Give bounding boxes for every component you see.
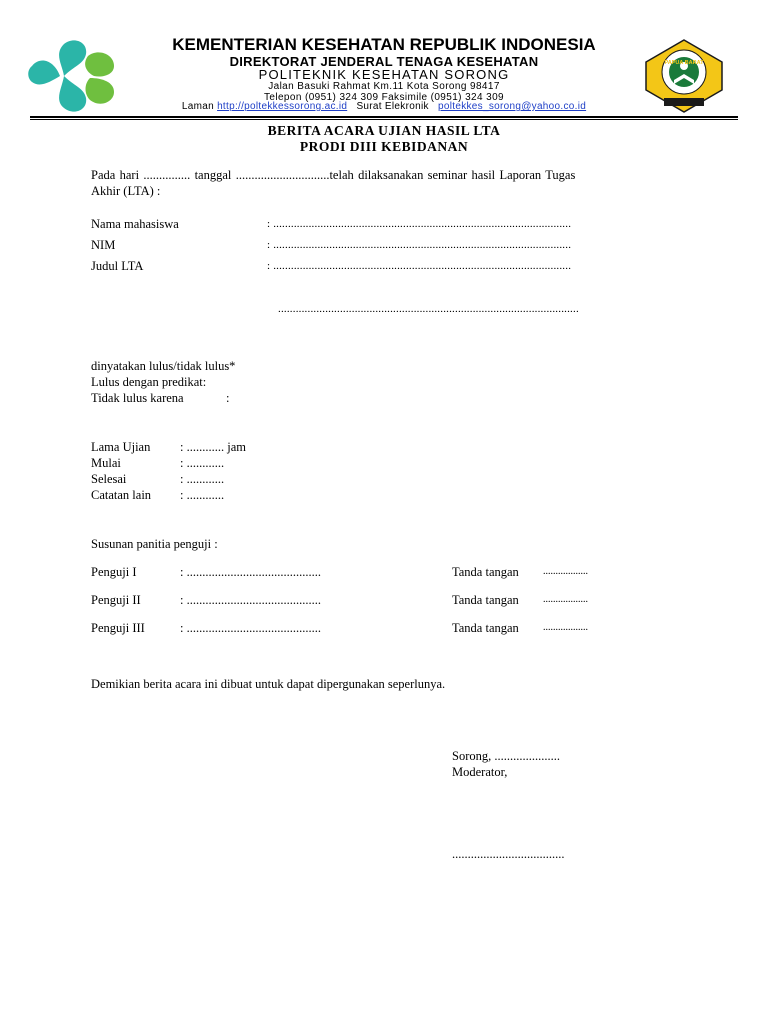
examiner-3-label: Penguji III (91, 621, 145, 635)
field-value-judul: : ..................................................................................................... (267, 260, 572, 272)
examiner-2-value: : ........................................... (180, 593, 321, 607)
panel-heading: Susunan panitia penguji : (91, 537, 218, 551)
exam-label-end: Selesai (91, 472, 127, 486)
exam-value-start: : ............ (180, 456, 225, 470)
field-label-judul: Judul LTA (91, 259, 144, 273)
examiner-3-sign-label: Tanda tangan (452, 621, 519, 635)
signature-place-date: Sorong, ..................... (452, 749, 560, 763)
header-rule (30, 116, 738, 118)
contact-line (120, 101, 648, 112)
exam-value-end: : ............ (180, 472, 225, 486)
examiner-1-label: Penguji I (91, 565, 137, 579)
exam-value-notes: : ............ (180, 488, 225, 502)
result-line-3: Tidak lulus karena (91, 391, 184, 405)
closing-statement: Demikian berita acara ini dibuat untuk dapat dipergunakan seperlunya. (91, 677, 446, 691)
result-line-1: dinyatakan lulus/tidak lulus* (91, 359, 236, 373)
examiner-1-value: : ........................................... (180, 565, 321, 579)
examiner-3-value: : ........................................... (180, 621, 321, 635)
directorate-title: DIREKTORAT JENDERAL TENAGA KESEHATAN (229, 54, 539, 69)
seal-caption: PAPUA BARAT (664, 60, 704, 66)
poltekkes-seal-icon (640, 38, 728, 114)
field-value-nim: : ..................................................................................................... (267, 239, 572, 251)
address-line: Jalan Basuki Rahmat Km.11 Kota Sorong 98417 (268, 81, 500, 92)
signature-role: Moderator, (452, 765, 508, 779)
document-title: BERITA ACARA UJIAN HASIL LTA (267, 123, 501, 138)
result-line-3-colon: : (226, 391, 230, 405)
ministry-title: KEMENTERIAN KESEHATAN REPUBLIK INDONESIA (172, 35, 596, 54)
examiner-2-sign-dots: .................. (543, 594, 588, 605)
exam-value-duration: : ............ jam (180, 440, 246, 454)
exam-label-duration: Lama Ujian (91, 440, 151, 454)
exam-label-start: Mulai (91, 456, 121, 470)
kemenkes-logo (28, 38, 120, 114)
document-subtitle: PRODI DIII KEBIDANAN (299, 139, 469, 154)
website-link[interactable]: http://poltekkessorong.ac.id (217, 101, 348, 112)
examiner-1-sign-label: Tanda tangan (452, 565, 519, 579)
web-label: Laman (181, 101, 214, 112)
judul-continuation: ...................................................................................................... (278, 303, 579, 315)
examiner-2-sign-label: Tanda tangan (452, 593, 519, 607)
field-label-nim: NIM (91, 238, 116, 252)
header-rule-thin (30, 119, 738, 120)
examiner-2-label: Penguji II (91, 593, 141, 607)
intro-line-2: Akhir (LTA) : (91, 184, 161, 198)
field-value-nama: : ..................................................................................................... (267, 218, 572, 230)
institution-name: POLITEKNIK KESEHATAN SORONG (258, 67, 510, 82)
examiner-3-sign-dots: .................. (543, 622, 588, 633)
examiner-1-sign-dots: .................. (543, 566, 588, 577)
email-link[interactable]: poltekkes_sorong@yahoo.co.id (438, 101, 587, 112)
email-label: Surat Elekronik (356, 101, 429, 112)
exam-label-notes: Catatan lain (91, 488, 152, 502)
signature-line: .................................... (452, 847, 565, 861)
field-label-nama: Nama mahasiswa (91, 217, 179, 231)
phone-line: Telepon (0951) 324 309 Faksimile (0951) 324 309 (263, 92, 505, 103)
result-line-2: Lulus dengan predikat: (91, 375, 207, 389)
intro-line-1: Pada hari ............... tanggal ..............................telah dilaksanakan seminar hasil Laporan Tugas (91, 168, 576, 182)
